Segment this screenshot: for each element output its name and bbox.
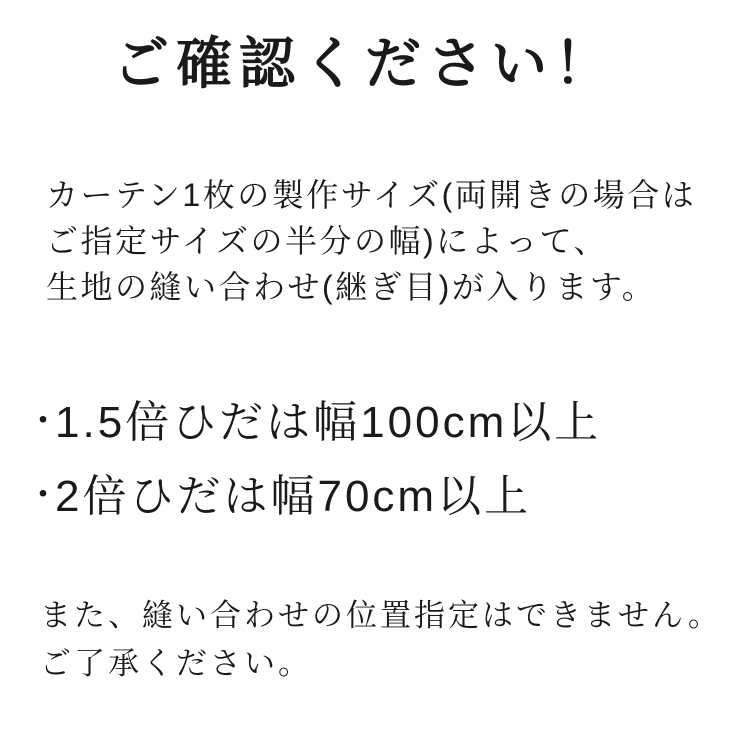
condition-list bbox=[28, 392, 601, 540]
intro-line-3: 生地の縫い合わせ(継ぎ目)が入ります。 bbox=[46, 269, 657, 305]
footer-line-1: また、縫い合わせの位置指定はできません。 bbox=[40, 598, 722, 633]
intro-line-2: ご指定サイズの半分の幅)によって、 bbox=[46, 223, 608, 259]
list-item-pleat-2x bbox=[28, 466, 601, 521]
bullet-text-pleat-1-5x: 1.5倍ひだは幅100cm以上 bbox=[55, 398, 602, 447]
bullet-icon: ・ bbox=[28, 405, 61, 438]
notice-title: ご確認ください！ bbox=[113, 32, 617, 95]
footer-line-2: ご了承ください。 bbox=[40, 646, 312, 681]
intro-paragraph bbox=[46, 172, 696, 310]
intro-line-1: カーテン1枚の製作サイズ(両開きの場合は bbox=[46, 177, 697, 213]
bullet-icon: ・ bbox=[28, 479, 61, 512]
bullet-text-pleat-2x: 2倍ひだは幅70cm以上 bbox=[55, 472, 532, 521]
footer-note bbox=[40, 592, 722, 688]
list-item-pleat-1-5x bbox=[28, 392, 602, 447]
